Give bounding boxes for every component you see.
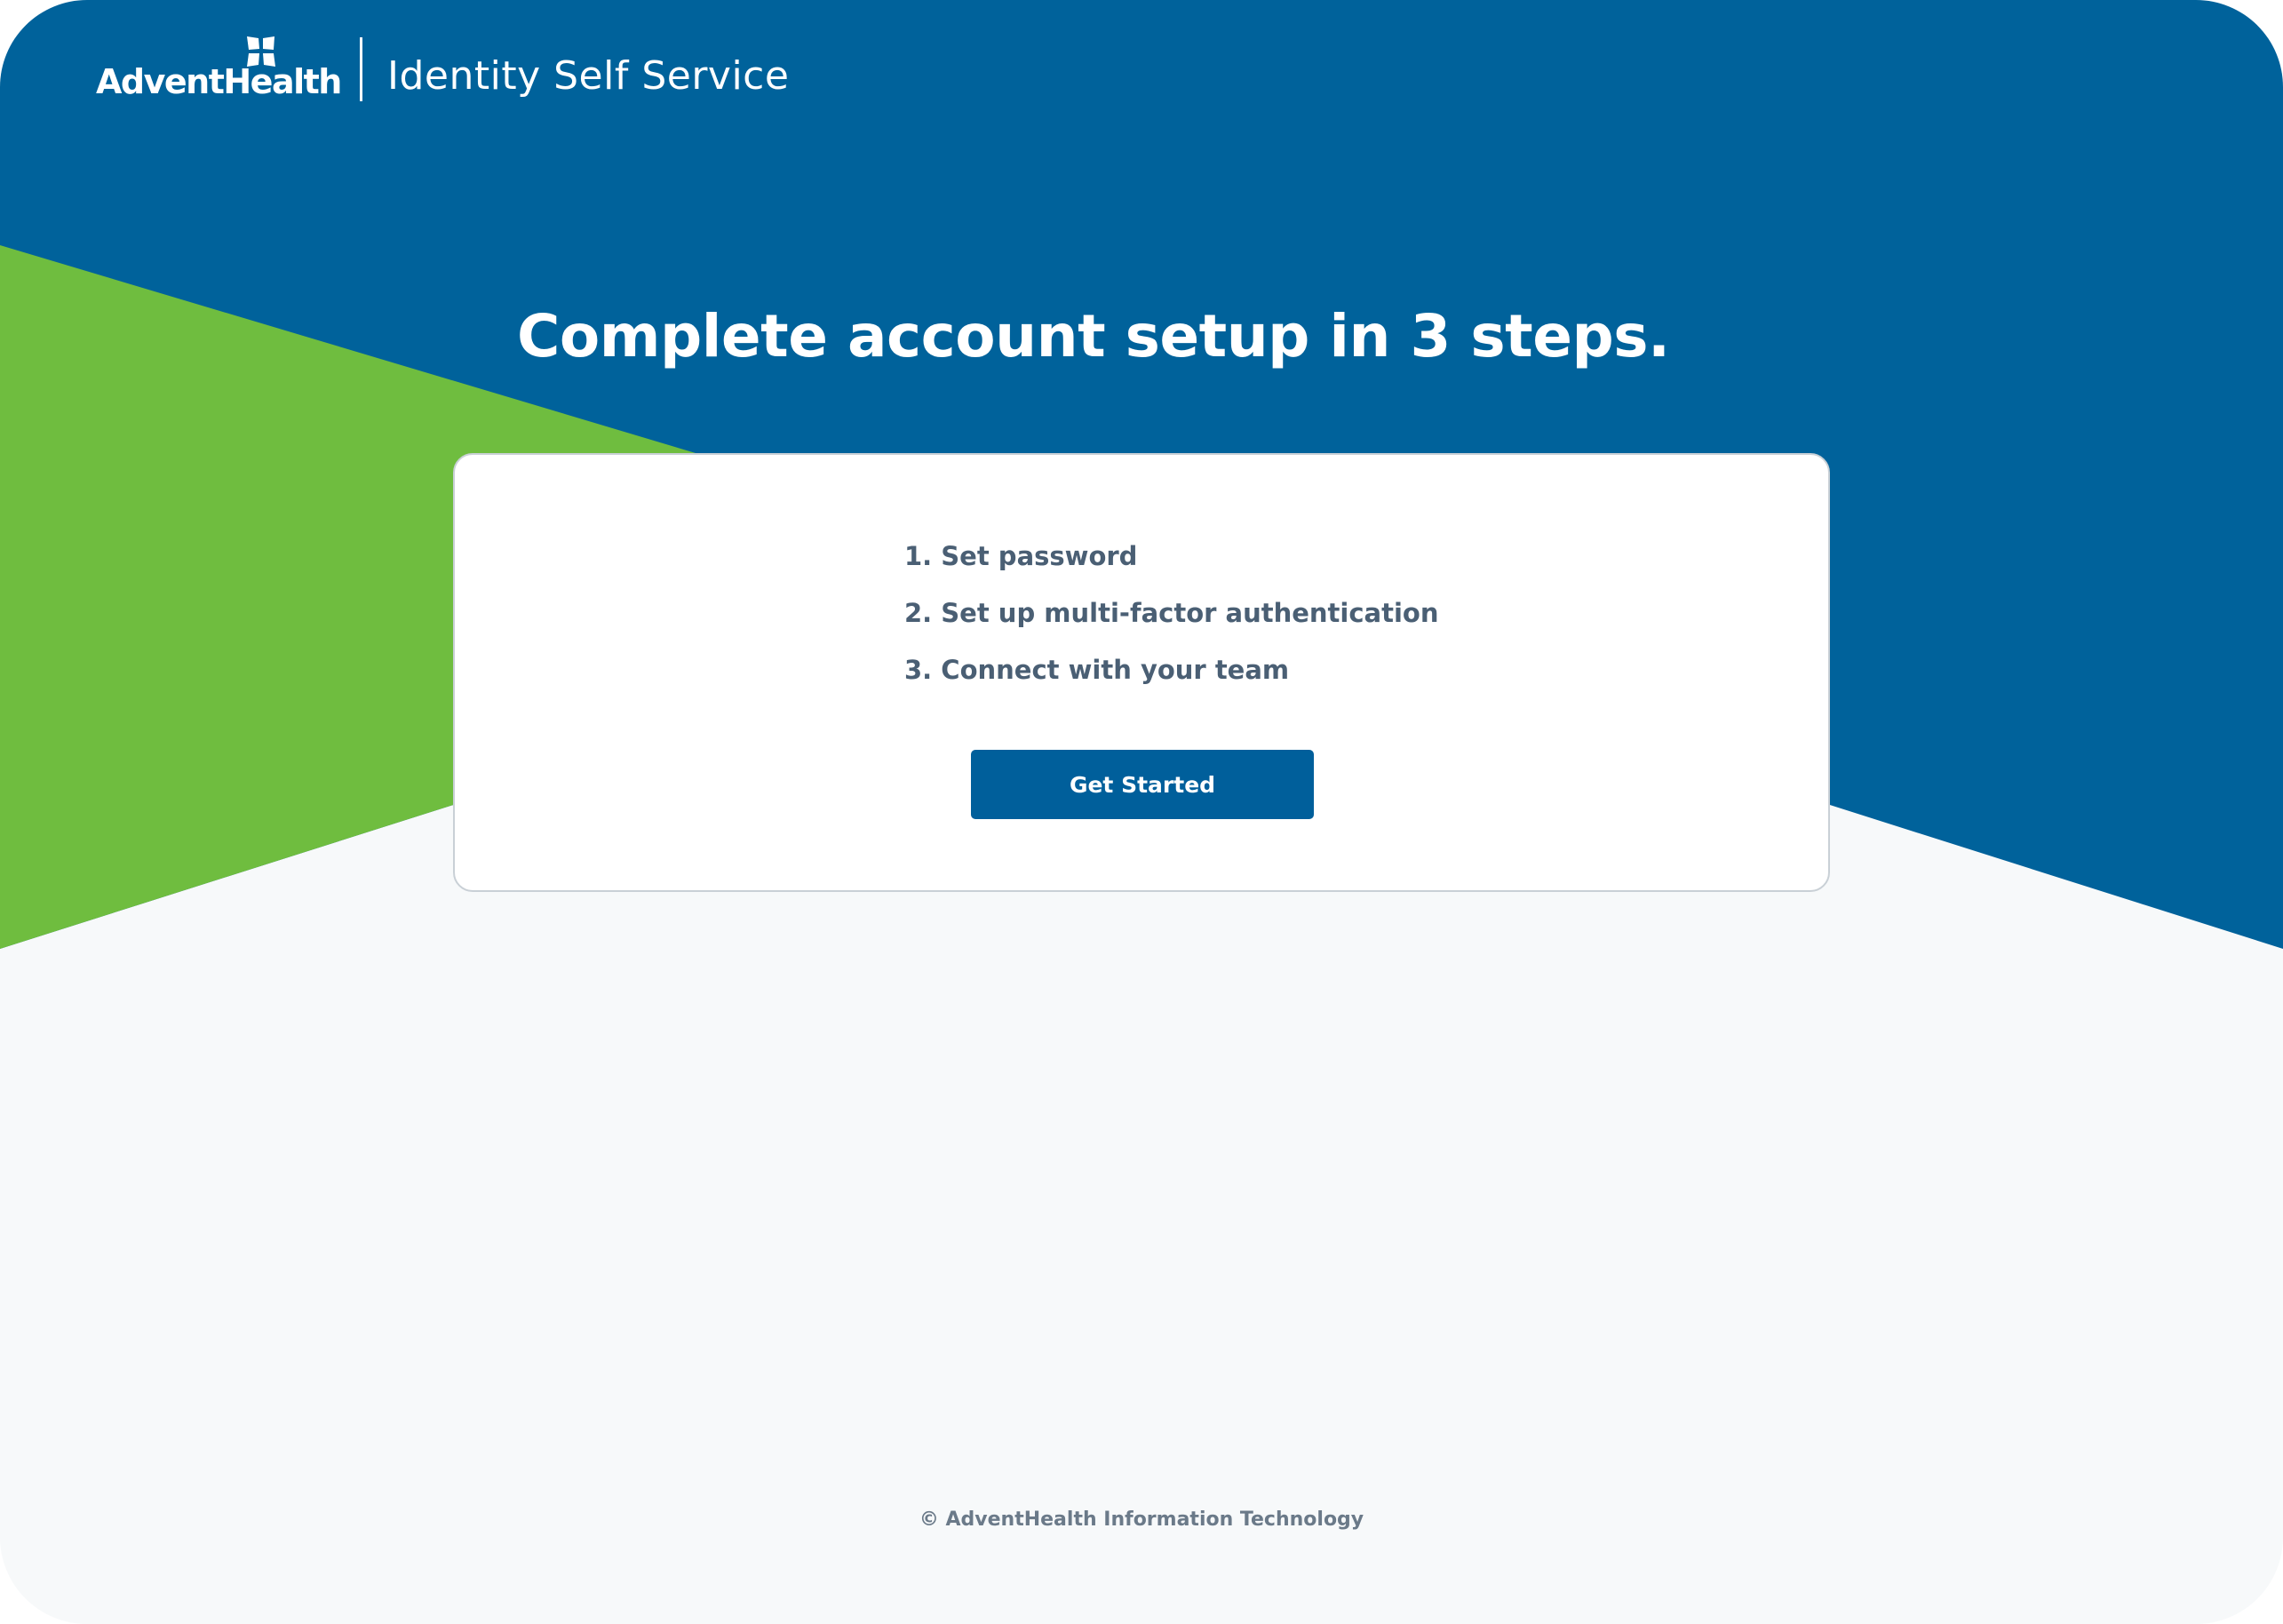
logo-wordmark: AdventHealth (96, 62, 341, 101)
page-title: Complete account setup in 3 steps. (517, 302, 1670, 370)
setup-card (453, 453, 1830, 892)
app-title: Identity Self Service (387, 53, 790, 99)
step-setup-mfa: 2. Set up multi-factor authentication (904, 598, 1439, 628)
header-divider (360, 37, 362, 101)
advent-health-logo[interactable] (96, 36, 341, 107)
step-connect-team: 3. Connect with your team (904, 655, 1290, 685)
header (0, 0, 2283, 160)
step-set-password: 1. Set password (904, 541, 1138, 571)
steps-list (904, 528, 1438, 698)
footer-copyright: © AdventHealth Information Technology (919, 1509, 1364, 1531)
get-started-button[interactable]: Get Started (971, 750, 1314, 819)
